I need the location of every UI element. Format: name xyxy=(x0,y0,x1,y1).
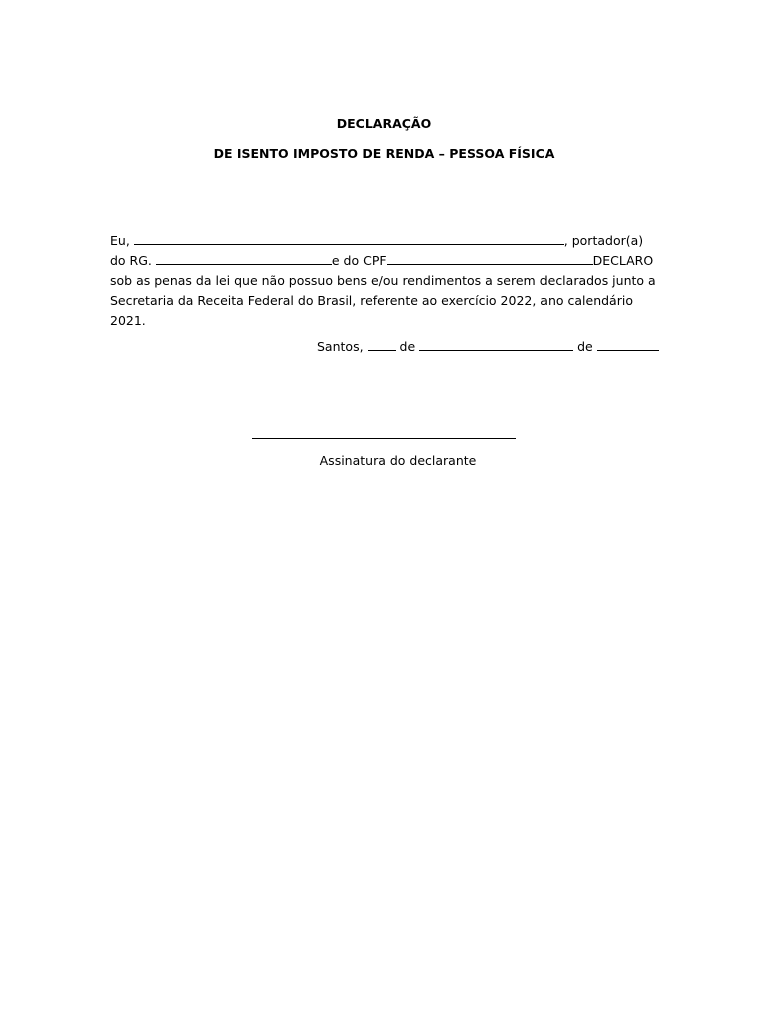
date-city: Santos, xyxy=(317,339,364,354)
rg-blank xyxy=(156,251,332,265)
body-text-cpf: e do CPF xyxy=(331,253,387,268)
month-blank xyxy=(419,337,573,351)
document-title: DECLARAÇÃO xyxy=(336,116,432,131)
body-text-eu: Eu, xyxy=(110,233,130,248)
document-subtitle: DE ISENTO IMPOSTO DE RENDA – PESSOA FÍSICA xyxy=(213,146,555,161)
day-blank xyxy=(368,337,396,351)
body-text-declaro: DECLARO xyxy=(592,253,654,268)
signature-label: Assinatura do declarante xyxy=(319,453,477,468)
declaration-body xyxy=(110,231,670,331)
body-line-5: 2021. xyxy=(110,313,146,328)
name-blank xyxy=(134,231,564,245)
date-de-2: de xyxy=(577,339,593,354)
body-line-1 xyxy=(110,231,670,251)
body-line-4: Secretaria da Receita Federal do Brasil, referente ao exercício 2022, ano calendário xyxy=(110,293,633,308)
body-line-2 xyxy=(110,251,670,271)
signature-line xyxy=(252,438,516,439)
cpf-blank xyxy=(387,251,593,265)
date-de-1: de xyxy=(399,339,416,354)
date-line xyxy=(317,337,659,357)
body-text-portador: , portador(a) xyxy=(563,233,644,248)
body-text-do-rg: do RG. xyxy=(110,253,152,268)
body-line-3: sob as penas da lei que não possuo bens e/ou rendimentos a serem declarados junto a xyxy=(110,273,656,288)
year-blank xyxy=(597,337,659,351)
